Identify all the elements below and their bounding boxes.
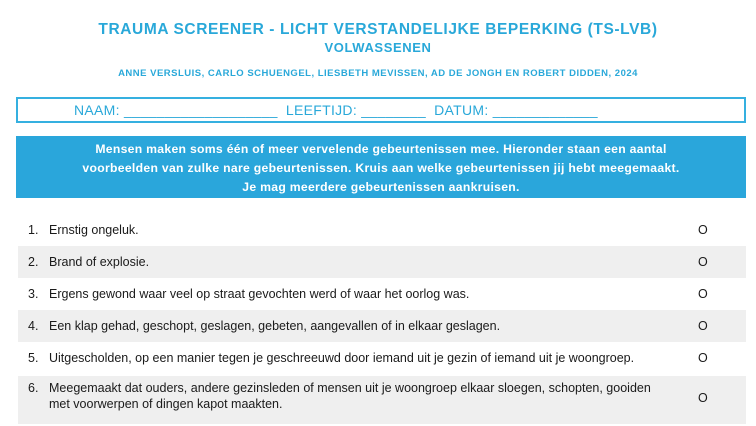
- item-number: 6.: [28, 381, 39, 395]
- item-number: 3.: [28, 287, 39, 301]
- instruction-line: Mensen maken soms één of meer vervelende gebeurtenissen mee. Hieronder staan een aantal: [95, 142, 667, 156]
- item-text: Ernstig ongeluk.: [49, 223, 139, 237]
- instruction-line: voorbeelden van zulke nare gebeurtenissen. Kruis aan welke gebeurtenissen jij hebt meegemaakt.: [82, 161, 680, 175]
- personal-info-box: [16, 97, 746, 123]
- checkbox-circle[interactable]: O: [698, 319, 708, 333]
- authors-line: ANNE VERSLUIS, CARLO SCHUENGEL, LIESBETH MEVISSEN, AD DE JONGH EN ROBERT DIDDEN, 2024: [118, 68, 638, 79]
- age-field[interactable]: LEEFTIJD: ________: [285, 102, 426, 118]
- event-item: [18, 278, 746, 310]
- event-item: [18, 342, 746, 374]
- checkbox-circle[interactable]: O: [698, 391, 708, 405]
- checkbox-circle[interactable]: O: [698, 255, 708, 269]
- item-number: 5.: [28, 351, 39, 365]
- event-item: [18, 214, 746, 246]
- checkbox-circle[interactable]: O: [698, 223, 708, 237]
- item-text: Brand of explosie.: [49, 255, 150, 269]
- event-item: [18, 246, 746, 278]
- item-number: 2.: [28, 255, 39, 269]
- name-field[interactable]: NAAM: ___________________: [74, 102, 278, 118]
- instructions-banner: [16, 136, 746, 198]
- date-field[interactable]: DATUM: _____________: [434, 102, 598, 118]
- item-text: Meegemaakt dat ouders, andere gezinsleden of mensen uit je woongroep elkaar sloegen, schopten, gooiden met voorwerpen of dingen kapot maakten.: [49, 381, 651, 411]
- document-subtitle: VOLWASSENEN: [324, 40, 432, 55]
- instruction-line: Je mag meerdere gebeurtenissen aankruisen.: [242, 180, 520, 194]
- event-item: [18, 310, 746, 342]
- item-number: 4.: [28, 319, 39, 333]
- item-text: Een klap gehad, geschopt, geslagen, gebeten, aangevallen of in elkaar geslagen.: [49, 319, 501, 333]
- checkbox-circle[interactable]: O: [698, 351, 708, 365]
- item-text: Ergens gewond waar veel op straat gevochten werd of waar het oorlog was.: [49, 287, 470, 301]
- checkbox-circle[interactable]: O: [698, 287, 708, 301]
- item-text: Uitgescholden, op een manier tegen je geschreeuwd door iemand uit je gezin of iemand uit je woongroep.: [49, 351, 635, 365]
- document-title: TRAUMA SCREENER - LICHT VERSTANDELIJKE BEPERKING (TS-LVB): [98, 21, 658, 38]
- item-number: 1.: [28, 223, 39, 237]
- event-item: [18, 376, 746, 424]
